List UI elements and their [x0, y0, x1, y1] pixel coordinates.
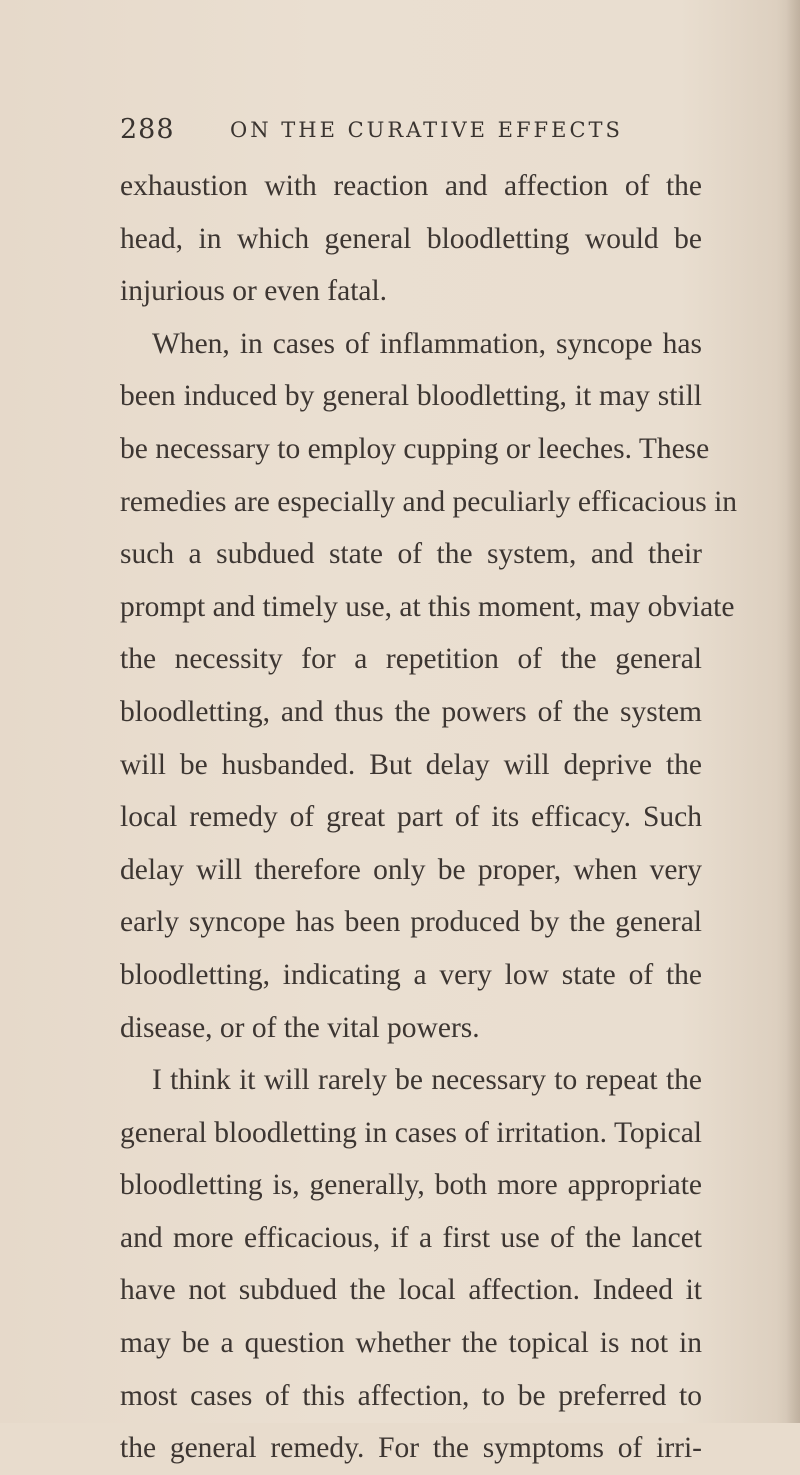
text-line: head, in which general bloodletting would be: [120, 222, 702, 255]
page-number: 288: [120, 114, 175, 145]
text-line: bloodletting is, generally, both more appropriate: [120, 1169, 702, 1202]
text-line: been induced by general bloodletting, it may still: [120, 380, 702, 413]
text-line: general bloodletting in cases of irritation. Topical: [120, 1116, 702, 1149]
text-line: exhaustion with reaction and affection of the: [120, 170, 702, 202]
text-line: delay will therefore only be proper, when very: [120, 853, 702, 886]
text-line: I think it will rarely be necessary to repeat the: [152, 1064, 702, 1097]
text-line: prompt and timely use, at this moment, may obviate: [120, 590, 735, 623]
text-line: early syncope has been produced by the general: [120, 906, 702, 939]
running-head: ON THE CURATIVE EFFECTS: [230, 118, 623, 142]
text-line: most cases of this affection, to be preferred to: [120, 1379, 702, 1412]
page-header: [120, 114, 740, 154]
text-line: remedies are especially and peculiarly efficacious in: [120, 485, 738, 518]
text-line: injurious or even fatal.: [120, 275, 388, 308]
text-line: and more efficacious, if a first use of the lancet: [120, 1221, 702, 1254]
text-line: have not subdued the local affection. Indeed it: [120, 1274, 702, 1307]
text-line: bloodletting, and thus the powers of the system: [120, 695, 702, 728]
text-line: bloodletting, indicating a very low state of the: [120, 958, 702, 991]
text-line: disease, or of the vital powers.: [120, 1011, 480, 1044]
text-line: local remedy of great part of its efficacy. Such: [120, 801, 702, 834]
text-line: the necessity for a repetition of the general: [120, 643, 702, 676]
body-text: [120, 160, 738, 1475]
page-edge-shadow: [786, 0, 800, 1423]
text-line: the general remedy. For the symptoms of irri-: [120, 1432, 702, 1465]
text-line: such a subdued state of the system, and their: [120, 538, 702, 571]
text-line: be necessary to employ cupping or leeches. These: [120, 432, 710, 465]
text-line: may be a question whether the topical is not in: [120, 1327, 702, 1360]
text-line: When, in cases of inflammation, syncope has: [152, 327, 702, 360]
text-line: will be husbanded. But delay will deprive the: [120, 748, 702, 781]
